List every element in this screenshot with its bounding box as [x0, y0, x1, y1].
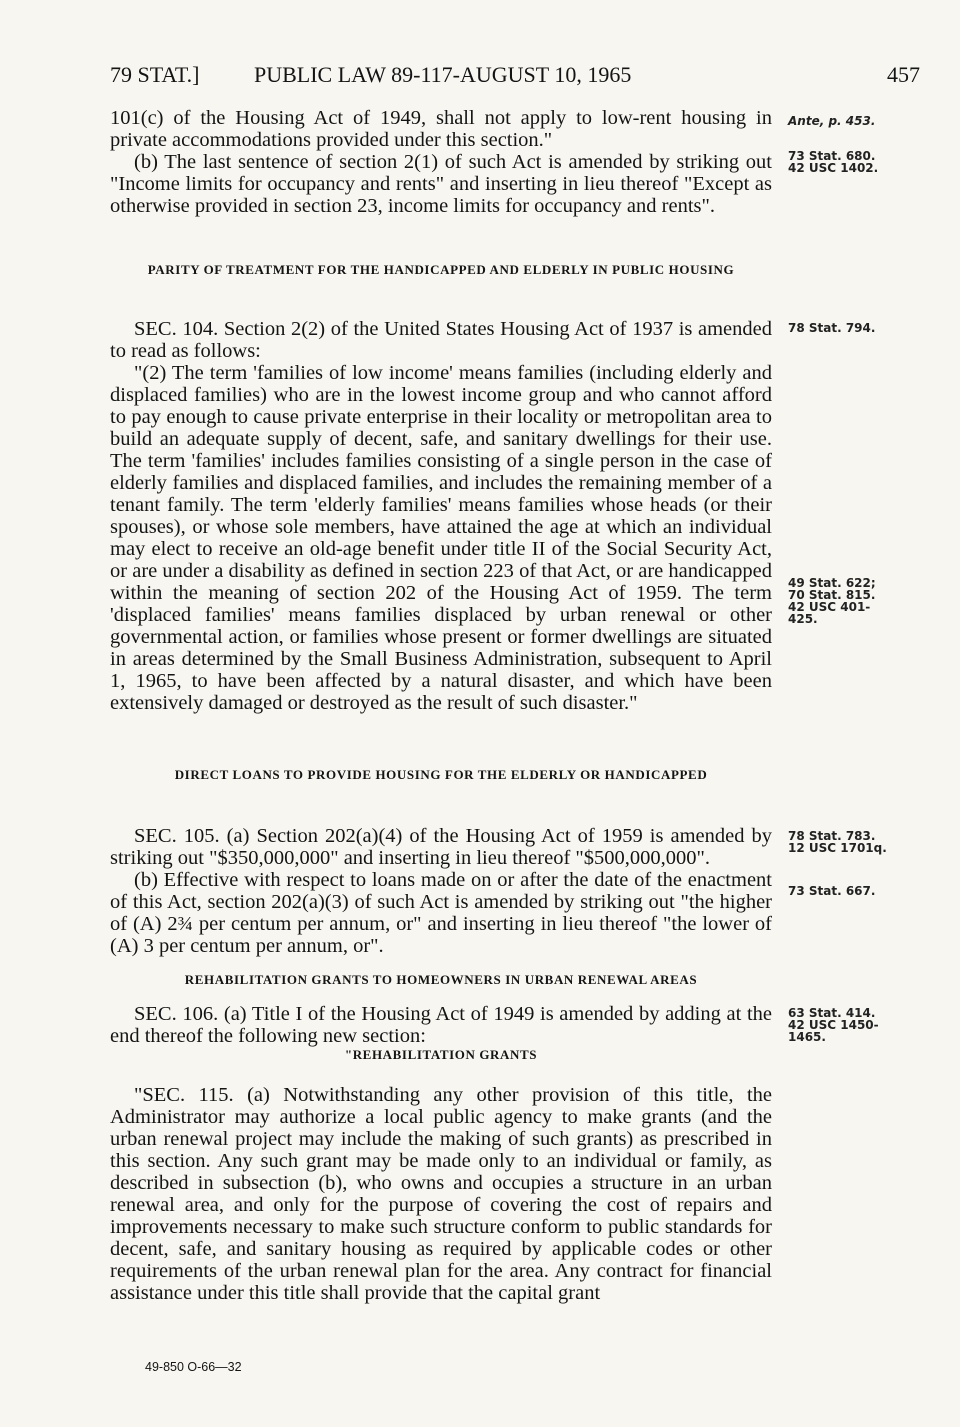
paragraph-subsection-b: (b) The last sentence of section 2(1) of such Act is amended by striking out "Income limits for occupancy and rents" and inserting in lieu thereof "Except as otherwise provided in section 23, income limits for occupancy and rents". [110, 151, 772, 217]
volume-reference: 79 STAT.] [110, 62, 200, 87]
text-block-sec104 [110, 318, 772, 714]
section-heading-direct-loans: DIRECT LOANS TO PROVIDE HOUSING FOR THE ELDERLY OR HANDICAPPED [174, 767, 708, 782]
law-title: PUBLIC LAW 89-117-AUGUST 10, 1965 [254, 62, 632, 87]
paragraph-sec115a: "SEC. 115. (a) Notwithstanding any other provision of this title, the Administrator may authorize a local public agency to make grants (and the urban renewal project may include the making of such grants) as prescribed in this section. Any such grant may be made only to an individual or family, as described in subsection (b), who owns and occupies a structure in an urban renewal area, and only for the purpose of covering the cost of repairs and improvements necessary to make such structure conform to public standards for decent, safe, and sanitary housing as required by applicable codes or other requirements of the urban renewal plan for the area. Any contract for financial assistance under this title shall provide that the capital grant [110, 1084, 772, 1304]
subsection-heading-rehabilitation-grants: "REHABILITATION GRANTS [344, 1047, 538, 1062]
page-number: 457 [887, 62, 920, 87]
paragraph-sec105b: (b) Effective with respect to loans made on or after the date of the enactment of this Act, section 202(a)(3) of such Act is amended by striking out "the higher of (A) 2¾ per centum per annum, or" and inserting in lieu thereof "the lower of (A) 3 per centum per annum, or". [110, 869, 772, 957]
margin-note-78-stat-794: 78 Stat. 794. [788, 321, 876, 335]
section-heading-rehabilitation: REHABILITATION GRANTS TO HOMEOWNERS IN URBAN RENEWAL AREAS [184, 972, 698, 987]
paragraph-sec105a: SEC. 105. (a) Section 202(a)(4) of the Housing Act of 1959 is amended by striking out "$350,000,000" and inserting in lieu thereof "$500,000,000". [110, 825, 772, 869]
text-block-intro [110, 107, 772, 217]
margin-note-73-stat-667: 73 Stat. 667. [788, 884, 876, 898]
text-block-sec106 [110, 1003, 772, 1047]
paragraph-continuation: 101(c) of the Housing Act of 1949, shall not apply to low-rent housing in private accommodations provided under this section." [110, 107, 772, 151]
text-block-sec105 [110, 825, 772, 957]
text-block-sec115 [110, 1084, 772, 1304]
paragraph-definition-low-income: "(2) The term 'families of low income' means families (including elderly and displaced families) who are in the lowest income group and who cannot afford to pay enough to cause private enterprise in their locality or metropolitan area to build an adequate supply of decent, safe, and sanitary dwellings for their use. The term 'families' includes families consisting of a single person in the case of elderly families and displaced families, and includes the remaining member of a tenant family. The term 'elderly families' means families whose heads (or their spouses), or whose sole members, have attained the age at which an individual may elect to receive an old-age benefit under title II of the Social Security Act, or are under a disability as defined in section 223 of that Act, or are handicapped within the meaning of section 202 of the Housing Act of 1959. The term 'displaced families' means families displaced by urban renewal or other governmental action, or families whose present or former dwellings are situated in areas determined by the Small Business Administration, subsequent to April 1, 1965, to have been affected by a natural disaster, and which have been extensively damaged or destroyed as the result of such disaster." [110, 362, 772, 714]
printing-code: 49-850 O-66—32 [145, 1360, 242, 1374]
margin-note-ante: Ante, p. 453. [788, 114, 876, 128]
page-header [110, 62, 920, 92]
margin-note-49-stat-622: 49 Stat. 622; 70 Stat. 815. 42 USC 401- 425. [788, 576, 876, 626]
paragraph-sec106a: SEC. 106. (a) Title I of the Housing Act of 1949 is amended by adding at the end thereof the following new section: [110, 1003, 772, 1047]
margin-note-78-stat-783: 78 Stat. 783. 12 USC 1701q. [788, 829, 887, 855]
margin-note-63-stat-414: 63 Stat. 414. 42 USC 1450- 1465. [788, 1006, 879, 1044]
margin-note-73-stat-680: 73 Stat. 680. 42 USC 1402. [788, 149, 879, 175]
paragraph-sec104: SEC. 104. Section 2(2) of the United States Housing Act of 1937 is amended to read as follows: [110, 318, 772, 362]
section-heading-parity: PARITY OF TREATMENT FOR THE HANDICAPPED AND ELDERLY IN PUBLIC HOUSING [147, 262, 735, 277]
